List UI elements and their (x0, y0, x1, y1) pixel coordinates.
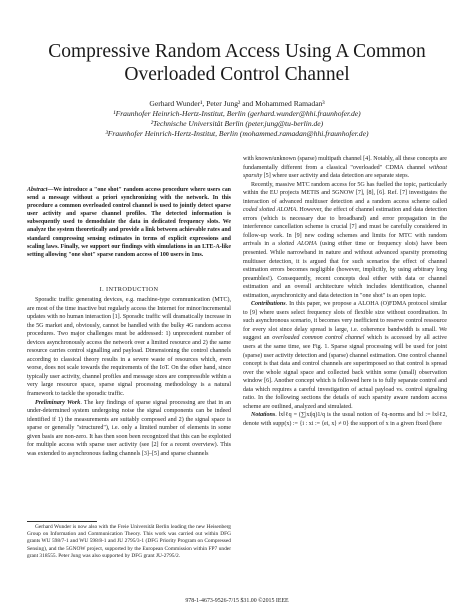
preliminary-work-body: . The key findings of sparse signal processing are that in an under-determined system undergoing noise the signal components can be indeed identified if 1) the measurements are suitably composed and 2) the signal space is sparse or generally "structured"), i.e. only a limited number of elements in some given basis are non-zero. It has then soon been recognized that this can be exploited for multiple access with sparse user activity (see [2] for a recent overview). This was extended to asynchronous fading channels [3]–[5] and sparse channels (27, 399, 231, 457)
affiliation-2: ²Technische Universität Berlin (peter.jung@tu-berlin.de) (150, 119, 324, 128)
footnote-text: Gerhard Wunder is now also with the Freie Universität Berlin leading the new Heisenberg Group on Information and Communication Theory. This work was carried out within DFG grants WU 598/7-1 and WU 598/8-1 and JU 2795/3-1 (DFG Priority Program on Compressed Sensing), and the 5GNOW project, supported by the European Commission within FP7 under grant 318555. Peter Jung was also supported by DFG grant JU-2795/2. (27, 524, 231, 559)
affiliation-3: ³Fraunhofer Heinrich-Hertz-Institut, Berlin (mohammed.ramadan@hhi.fraunhofer.de) (105, 129, 369, 138)
footnote (27, 524, 231, 560)
contributions-runin: Contributions (251, 301, 286, 308)
abstract-lead: Abstract— (27, 187, 54, 193)
recent-work-text-b: . However, the effect of channel estimation and data detection errors (which is necessary due to broadband) and error propagation in the interference cancellation scheme is crucial [7] and must be carefully considered in follow-up work. In [9] new coding schemes and limits for MTC with random arrivals in a (243, 207, 447, 248)
right-continued-paragraph (243, 155, 447, 181)
page-footer: 978-1-4673-9526-7/15 $31.00 ©2015 IEEE (185, 598, 289, 604)
notations-runin: Notations (251, 412, 276, 419)
paper-title-line2: Overloaded Control Channel (124, 64, 350, 85)
recent-work-italic-b: slotted ALOHA (278, 241, 317, 248)
right-continued-italic: without sparsity (243, 164, 448, 180)
notations-body: . ‖x‖ℓq = (∑|xi|q)1/q is the usual notion of ℓq-norms and ‖x‖ := ‖x‖ℓ2, denote with supp(x) := {i : xi := ⟨ei, x⟩ ≠ 0} the support of x in a given fixed (here (243, 412, 447, 427)
footnote-rule (27, 521, 97, 522)
abstract (27, 186, 231, 259)
preliminary-work-runin: Preliminary Work (35, 399, 81, 406)
paper-title-line1: Compressive Random Access Using A Common (48, 41, 426, 62)
right-continued-text-2: with known/unknown (sparse) multipath channel [4]. Notably, all these concepts are fundamentally different from a classical "overloaded" CDMA channel (243, 156, 447, 171)
recent-work-italic-a: coded slotted ALOHA (243, 207, 297, 214)
abstract-body: We introduce a "one shot" random access procedure where users can send a message without a priori synchronizing with the network. In this procedure a common overloaded control channel is used to jointly detect sparse user activity and sparse channel profiles. The detected information is subsequently used to demodulate the data in dedicated frequency slots. We analyze the system theoretically and provide a link between achievable rates and standard compressing sensing estimates in terms of explicit expressions and scaling laws. Finally, we support our findings with simulations in an LTE-A-like setting allowing "one shot" sparse random access of 100 users in 1ms. (27, 187, 231, 258)
preliminary-work-paragraph (27, 399, 231, 459)
recent-work-paragraph (243, 181, 447, 301)
right-continued-tail: [5] where user activity and data detection are separate steps. (262, 173, 410, 180)
recent-work-text-a: Recently, massive MTC random access for 5G has fuelled the topic, particularly within the EU projects METIS and 5GNOW [7], [8], [6]. Ref. [7] investigates the interaction of advanced multiuser detection and a random access scheme called (243, 181, 447, 205)
left-column-body (27, 296, 231, 458)
contributions-italic: overloaded common control channel (272, 335, 365, 342)
contributions-text-a: . In this paper, we propose a ALOHA (O)FDMA protocol similar to [9] where users select frequency slots of flexible size without coordination. In such asynchronous scenario, it becomes very inefficient to reserve control ressource for every slot since delay spread is large, i.e. coherence bandwidth is small. We suggest an (243, 301, 447, 342)
notations-paragraph (243, 411, 447, 428)
affiliation-1: ¹Fraunhofer Heinrich-Hertz-Institut, Berlin (gerhard.wunder@hhi.fraunhofer.de) (113, 109, 361, 118)
intro-paragraph-1: Sporadic traffic generating devices, e.g. machine-type communication (MTC), are most of the time inactive but regularly access the Internet for minor/incremental updates with no human interaction [1]. Sporadic traffic will dramatically increase in the 5G market and, obviously, cannot be handled with the bulky 4G random access procedures. Two major challenges must be addressed: 1) unprecedent number of devices asynchronously access the network over a limited resource and 2) the same resource carries control signalling and payload. Dimensioning the control channels according to classical theory results in a severe waste of resources which, even worse, does not scale towards the requirements of the IoT. On the other hand, since typically user activity, channel profiles and message sizes are compressible within a very large resource space, sparse signal processing methodology is a natural framework to tackle the sporadic traffic. (27, 297, 231, 398)
author-list: Gerhard Wunder¹, Peter Jung² and Mohammed Ramadan³ (149, 99, 325, 108)
contributions-paragraph (243, 300, 447, 411)
right-column-body (243, 155, 447, 429)
contributions-text-b: which is accessed by all active users at the same time, see Fig. 1. Sparse signal processing will be used for joint (sparse) user activity detection and (sparse) channel estimation. One control channel concept is that data and control channels are superimposed so that control is spread over the whole signal space and collected back within some (small) observation window [6]. Another concept which is followed here is to fully separate control and data which requires a careful investigation of actual payload vs. control signaling ratio. In the following sections the details of such sparsity aware random access scheme are outlined, analyzed and simulated. (243, 335, 448, 410)
recent-work-text-c: (using either time or frequency slots) have been presented. While narrowband in nature and without advanced sparsity promoting multiuser detection, it is argued that for such scenarios the effect of channel estimation errors becomes negligible (however, implicitly, by using arbitrary long preambles!). Consequently, recent concepts deal either with data or channel estimation and an overall architecture which includes identification, channel estimation, asynchronicity and data detection in "one shot" is an open topic. (243, 241, 447, 299)
section-heading-introduction: I. INTRODUCTION (99, 286, 159, 293)
